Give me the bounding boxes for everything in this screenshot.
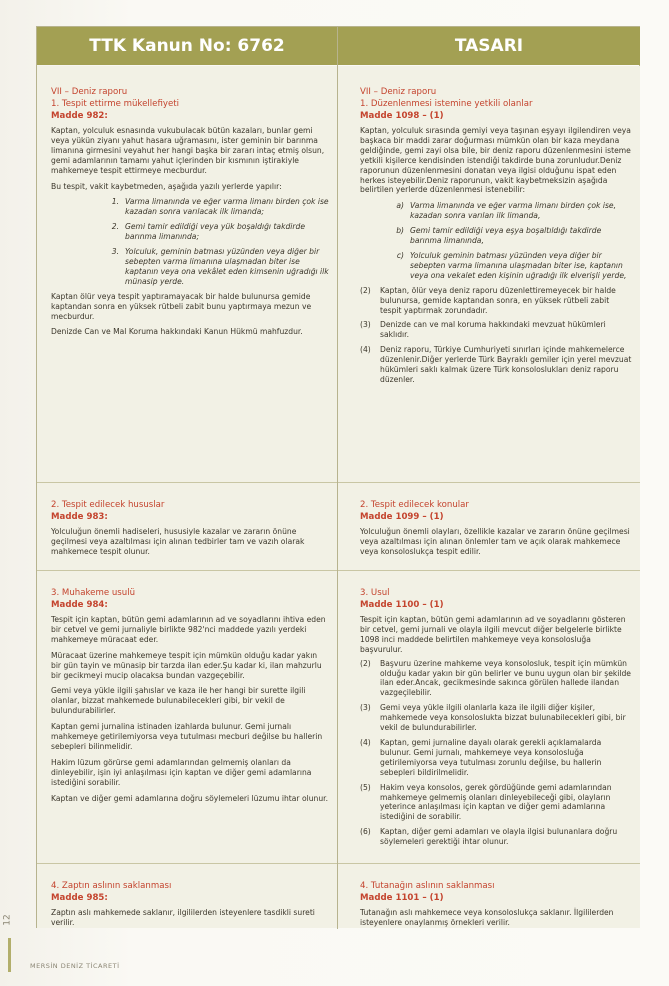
numbered-paragraph: (4) Deniz raporu, Türkiye Cumhuriyeti sınırları içinde mahkemelerce düzenlenir.Diğer yerlerde Türk Bayraklı gemiler için yerel mevzuat hükümleri saklı kalmak üzere Türk konsoloslukları deniz raporu düzenler. [360,345,632,384]
paragraph: Müracaat üzerine mahkemeye tespit için mümkün olduğu kadar yakın bir gün tayin ve münasip bir tarzda ilan eder.Şu kadar ki, ilan mahzurlu bir gecikmeyi mucip olacaksa bundan vazgeçebilir. [51,650,322,680]
list-item: b) Gemi tamir edildiği veya eşya boşaltıldığı takdirde barınma limanında, [396,226,602,246]
paragraph: Kaptan ölür veya tespit yaptıramayacak bir halde bulunursa gemide kaptandan sonra en yüksek rütbeli zabit bunu yaptırmaya mezun ve mecburdur. [51,291,312,321]
left-cell-984 [37,571,337,863]
paragraph: Kaptan ve diğer gemi adamlarına doğru söylemeleri lüzumu ihtar olunur. [51,793,329,803]
paragraph: Kaptan, yolculuk sırasında gemiyi veya taşınan eşyayı ilgilendiren veya başkaca bir maddi zarar doğurması mümkün olan bir kaza meydana geldiğinde, gemi zayi olsa bile, bir deniz raporu düzenlenmesini isteme yetkili kişilerce kendisinden istendiği takdirde buna zorunludur.Deniz raporunun düzenlenmesini donatan veya ilgisi olduğunu ispat eden herkes isteyebilir.Deniz raporunun, vakit kaybetmeksizin aşağıda belirtilen yerlerde düzenlenmesi istenebilir: [360,126,631,195]
paragraph: Tespit için kaptan, bütün gemi adamlarının ad ve soyadlarını gösteren bir cetvel, gemi jurnali ve olayla ilgili mevcut diğer belgelerle birlikte 1098 inci maddede belirtilen mahkemeye veya konsolosluğa başvurulur. [360,615,626,654]
article-number: Madde 1099 – (1) [360,512,444,522]
paragraph: Yolculuğun önemli hadiseleri, hususiyle kazalar ve zararın önüne geçilmesi veya azaltılması için alınan tedbirler tam ve vazıh olarak mahkemece tespit olunur. [51,527,305,556]
paragraph: Denizde Can ve Mal Koruma hakkındaki Kanun Hükmü mahfuzdur. [51,327,303,337]
right-cell-1100 [338,571,640,863]
chapter-title: VII – Deniz raporu [51,87,128,97]
article-number: Madde 984: [51,600,108,610]
section-heading: 1. Tespit ettirme mükellefiyeti [51,99,179,109]
list-item: 1. Varma limanında ve eğer varma limanı birden çok ise kazadan sonra varılacak ilk limanda; [111,197,329,217]
left-cell-983 [37,483,337,570]
row-tespit-konulari [37,483,640,570]
paragraph: Tespit için kaptan, bütün gemi adamlarının ad ve soyadlarını ihtiva eden bir cetvel ve gemi jurnaliyle birlikte 982'nci maddede yazılı yerdeki mahkemeye müracaat eder. [51,615,326,644]
right-cell-1101 [338,864,640,928]
article-number: Madde 1101 – (1) [360,893,444,903]
article-number: Madde 982: [51,111,108,121]
row-deniz-raporu [37,66,640,482]
paragraph: Tutanağın aslı mahkemece veya konsoloslukça saklanır. İlgililerden isteyenlere onaylanmış örnekleri verilir. [360,908,614,927]
paragraph: Kaptan, yolculuk esnasında vukubulacak bütün kazaları, bunlar gemi veya yükün ziyanı yahut hasara uğramasını, ister geminin bir barınma limanına girmesini veyahut her hangi başka bir zararı intaç etmiş olsun, gemi adamlarının tamamı yahut içlerinden bir kısmının iştirakiyle mahkemeye tespit ettirmeye mecburdur. [51,126,325,175]
list-item: c) Yolculuk geminin batması yüzünden veya diğer bir sebepten varma limanına ulaşmadan biter ise, kaptanın veya ona vekalet eden kişinin uğradığı ilk elverişli yerde, [396,250,627,280]
header-right-title: TASARI [338,27,640,65]
paragraph: Kaptan gemi jurnalina istinaden izahlarda bulunur. Gemi jurnalı mahkemeye getirilemiyorsa veya tutulması mecburi değilse bu hallerin sebepleri bilinmelidir. [51,722,323,751]
numbered-paragraph: (3) Gemi veya yükle ilgili olanlarla kaza ile ilgili diğer kişiler, mahkemede veya konsoloslukta bizzat bulunabilecekleri gibi, bir vekil de bulundurabilirler. [360,703,626,733]
numbered-paragraph: (4) Kaptan, gemi jurnaline dayalı olarak gerekli açıklamalarda bulunur. Gemi jurnalı, mahkemeye veya konsolosluğa getirilemiyorsa veya tutulması zorunlu değilse, bu hallerin sebepleri bildirilmelidir. [360,737,602,777]
section-heading: 2. Tespit edilecek hususlar [51,500,165,510]
numbered-paragraph: (2) Başvuru üzerine mahkeme veya konsolosluk, tespit için mümkün olduğu kadar yakın bir gün belirler ve bunu uygun olan bir şekilde ilan eder.Ancak, gecikmesinde sakınca görülen hallede ilandan vazgeçilebilir. [360,658,631,698]
section-heading: 2. Tespit edilecek konular [360,500,469,510]
paragraph: Bu tespit, vakit kaybetmeden, aşağıda yazılı yerlerde yapılır: [51,181,282,191]
section-heading: 4. Zaptın aslının saklanması [51,881,172,891]
numbered-paragraph: (2) Kaptan, ölür veya deniz raporu düzenlettiremeyecek bir halde bulunursa, gemide kaptandan sonra, en yüksek rütbeli zabit tespit yaptırmak zorundadır. [360,285,616,315]
article-number: Madde 985: [51,893,108,903]
page-number: 12 [2,914,13,926]
row-saklanma [37,864,640,928]
paragraph: Yolculuğun önemli olayları, özellikle kazalar ve zararın önüne geçilmesi veya azaltılması için alınan önlemler tam ve açık olarak mahkemece veya konsoloslukça tespit edilir. [360,527,630,556]
list-item: 3. Yolculuk, geminin batması yüzünden veya diğer bir sebepten varma limanına ulaşmadan biter ise kaptanın veya ona vekâlet eden kimsenin uğradığı ilk münasip yerde. [111,247,329,286]
article-number: Madde 1098 – (1) [360,111,444,121]
section-heading: 4. Tutanağın aslının saklanması [360,881,495,891]
numbered-paragraph: (3) Denizde can ve mal koruma hakkındaki mevzuat hükümleri saklıdır. [360,320,606,340]
paragraph: Gemi veya yükle ilgili şahıslar ve kaza ile her hangi bir surette ilgili olanlar, bizzat mahkemede bulunabilecekleri gibi, bir vekil de bulundurabilirler. [51,686,306,716]
place-list [51,197,329,286]
header-left-title: TTK Kanun No: 6762 [37,27,337,65]
section-heading: 3. Muhakeme usulü [51,588,136,598]
list-item: 2. Gemi tamir edildiği veya yük boşaldığı takdirde barınma limanında; [111,222,306,242]
column-divider [337,27,338,929]
paragraph: Zaptın aslı mahkemede saklanır, ilgililerden isteyenlere tasdikli sureti verilir. [51,908,315,927]
numbered-paragraph: (6) Kaptan, diğer gemi adamları ve olayla ilgisi bulunanlara doğru söylemeleri gerektiği ihtar olunur. [360,827,618,847]
chapter-title: VII – Deniz raporu [360,87,437,97]
section-heading: 3. Usul [360,588,390,598]
numbered-paragraph: (5) Hakim veya konsolos, gerek gördüğünde gemi adamlarından mahkemeye gelmemiş olanları dinleyebileceği gibi, olayların yeterince anlaşılması için kaptan ve diğer gemi adamlarına istediğini de sorabilir. [360,782,612,822]
list-item: a) Varma limanında ve eğer varma limanı birden çok ise, kazadan sonra varılan ilk limanda, [396,201,617,221]
comparison-table [36,26,640,928]
article-number: Madde 983: [51,512,108,522]
left-cell-985 [37,864,337,928]
right-cell-1098 [338,66,640,482]
paragraph: Hakim lüzum görürse gemi adamlarından gelmemiş olanları da dinleyebilir, işin iyi anlaşılması için kaptan ve diğer gemi adamlarına istediğini sorabilir. [51,757,312,787]
footer-publication: MERSİN DENİZ TİCARETİ [30,962,120,970]
left-cell-982 [37,66,337,482]
row-usul [37,571,640,863]
section-heading: 1. Düzenlenmesi istemine yetkili olanlar [360,99,533,109]
place-list [360,201,632,280]
article-number: Madde 1100 – (1) [360,600,444,610]
right-cell-1099 [338,483,640,570]
